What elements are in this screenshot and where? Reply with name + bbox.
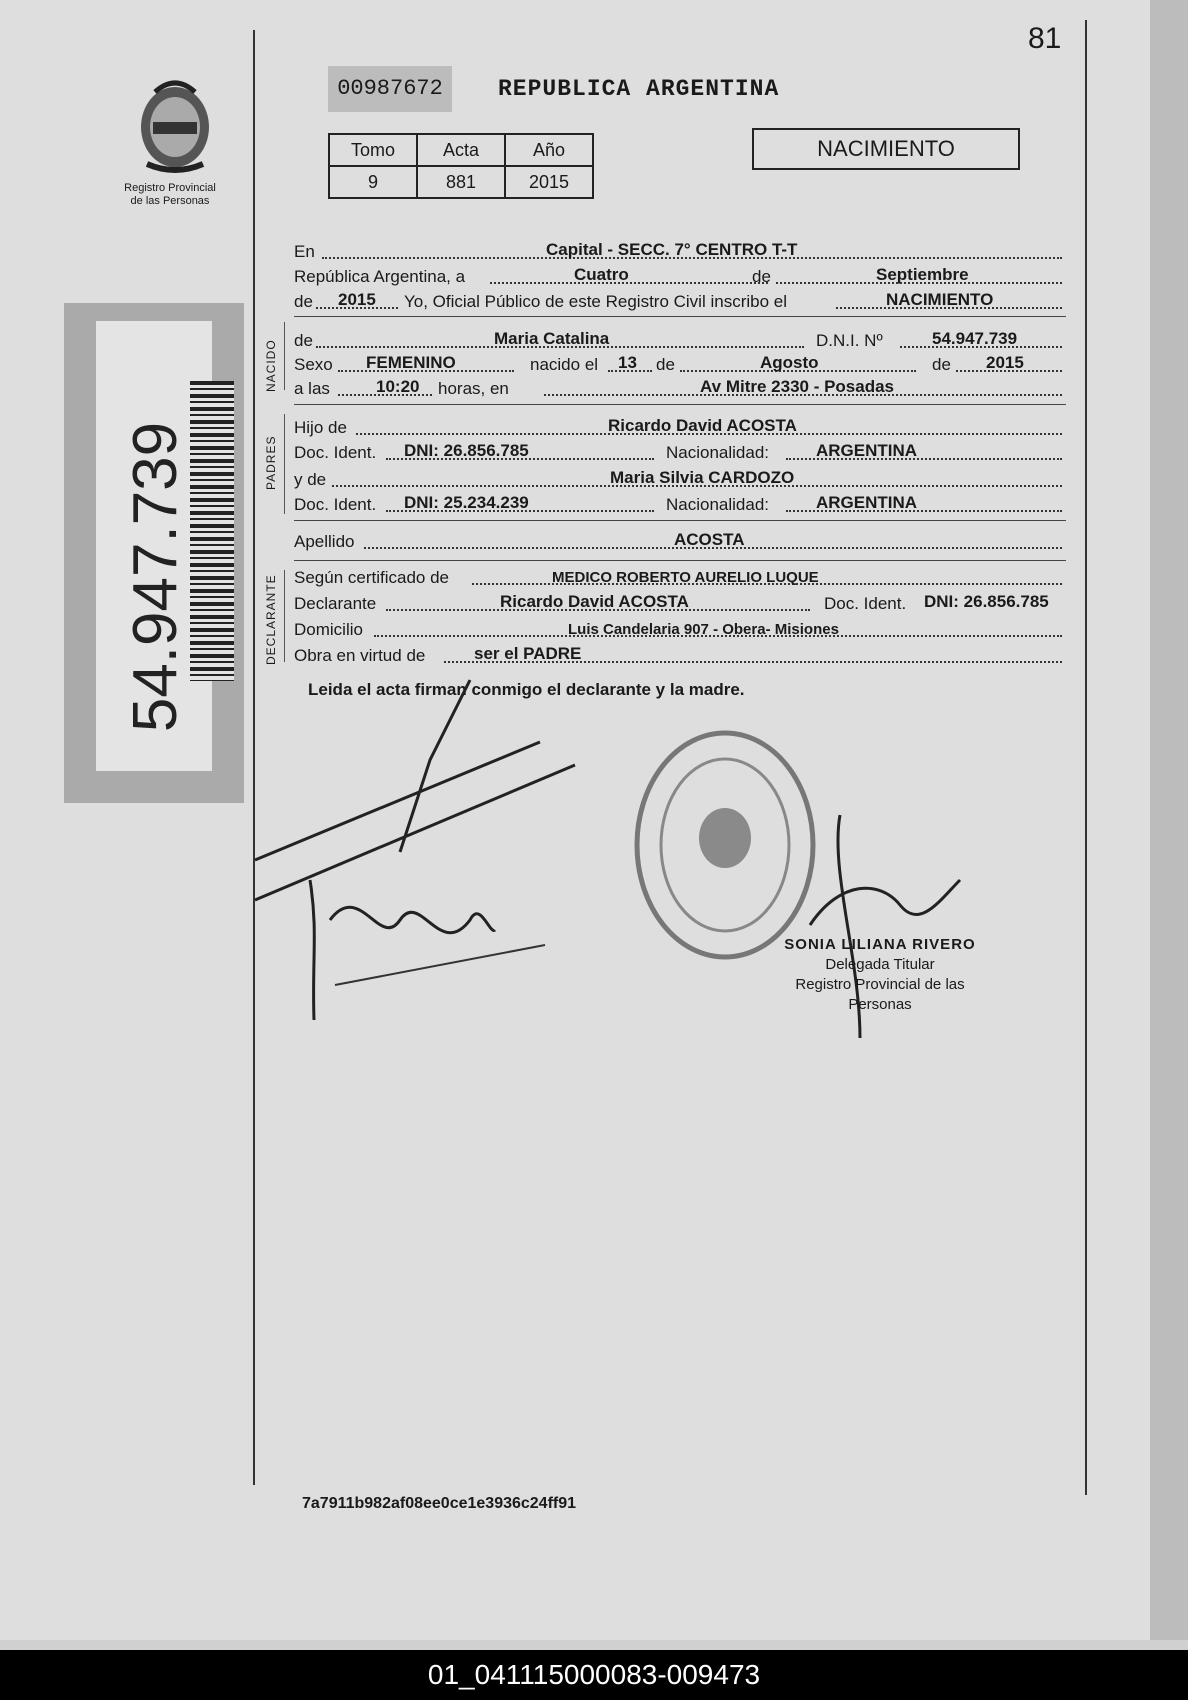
ledger-value: 881 <box>417 166 505 198</box>
label-domicilio: Domicilio <box>294 620 363 639</box>
value-sexo: FEMENINO <box>366 353 456 372</box>
label-sexo: Sexo <box>294 355 333 374</box>
scan-footer-id: 01_041115000083-009473 <box>0 1650 1188 1700</box>
value-year: 2015 <box>338 290 376 309</box>
value-father-name: Ricardo David ACOSTA <box>608 416 797 435</box>
document-title: REPUBLICA ARGENTINA <box>498 76 780 102</box>
label-hijo: Hijo de <box>294 418 347 437</box>
document-hash: 7a7911b982af08ee0ce1e3936c24ff91 <box>302 1495 577 1512</box>
value-birth-month: Agosto <box>760 353 819 372</box>
value-location: Capital - SECC. 7° CENTRO T-T <box>546 240 798 259</box>
label-official: Yo, Oficial Público de este Registro Civil inscribo el <box>404 292 787 311</box>
page-number: 81 <box>1028 22 1062 55</box>
label-nacionalidad: Nacionalidad: <box>666 443 770 462</box>
section-label-declarante: DECLARANTE <box>264 574 278 665</box>
record-type-box: NACIMIENTO <box>752 128 1020 170</box>
label-declarante: Declarante <box>294 594 377 613</box>
label-republica: República Argentina, a <box>294 267 466 286</box>
ledger-header: Año <box>505 134 593 166</box>
section-label-nacido: NACIDO <box>264 339 278 392</box>
value-child-dni: 54.947.739 <box>932 329 1018 348</box>
value-mother-nat: ARGENTINA <box>816 493 918 512</box>
label-nacionalidad: Nacionalidad: <box>666 495 770 514</box>
label-obra: Obra en virtud de <box>294 646 426 665</box>
serial-number: 00987672 <box>328 66 452 112</box>
value-mother-doc: DNI: 25.234.239 <box>404 493 529 512</box>
org-label-line2: de las Personas <box>130 195 210 207</box>
registrar-signature-block <box>775 935 985 1015</box>
barcode-number: 54.947.739 <box>121 421 190 733</box>
ledger-header: Acta <box>417 134 505 166</box>
value-month: Septiembre <box>876 265 969 284</box>
label-de: de <box>656 355 675 374</box>
value-child-name: Maria Catalina <box>494 329 610 348</box>
value-act: NACIMIENTO <box>886 290 994 309</box>
value-domicilio: Luis Candelaria 907 - Obera- Misiones <box>568 621 839 638</box>
label-certificado: Según certificado de <box>294 568 449 587</box>
value-place: Av Mitre 2330 - Posadas <box>700 377 895 396</box>
label-doc: Doc. Ident. <box>824 594 907 613</box>
label-alas: a las <box>294 379 330 398</box>
ledger-value: 2015 <box>505 166 593 198</box>
value-father-doc: DNI: 26.856.785 <box>404 441 529 460</box>
value-declarante-doc: DNI: 26.856.785 <box>924 592 1049 611</box>
label-apellido: Apellido <box>294 532 355 551</box>
label-yde: y de <box>294 470 327 489</box>
label-de: de <box>294 331 313 350</box>
label-doc: Doc. Ident. <box>294 495 377 514</box>
label-doc: Doc. Ident. <box>294 443 377 462</box>
value-obra: ser el PADRE <box>474 644 582 663</box>
value-birth-day: 13 <box>618 353 637 372</box>
registrar-title: Delegada Titular <box>825 956 935 973</box>
org-label-line1: Registro Provincial <box>124 182 216 194</box>
label-en: En <box>294 242 315 261</box>
value-father-nat: ARGENTINA <box>816 441 918 460</box>
closing-statement: Leida el acta firman conmigo el declarante y la madre. <box>308 680 745 699</box>
registrar-name: SONIA LILIANA RIVERO <box>784 936 976 953</box>
value-apellido: ACOSTA <box>674 530 745 549</box>
registrar-office: Registro Provincial de las Personas <box>795 976 965 1013</box>
value-time: 10:20 <box>376 377 420 396</box>
section-label-padres: PADRES <box>264 435 278 490</box>
label-horas: horas, en <box>438 379 509 398</box>
label-de: de <box>294 292 313 311</box>
value-declarante: Ricardo David ACOSTA <box>500 592 689 611</box>
label-dni: D.N.I. Nº <box>816 331 883 350</box>
value-mother-name: Maria Silvia CARDOZO <box>610 468 795 487</box>
ledger-header: Tomo <box>329 134 417 166</box>
ledger-value: 9 <box>329 166 417 198</box>
label-nacido: nacido el <box>530 355 599 374</box>
value-certificado: MEDICO ROBERTO AURELIO LUQUE <box>552 569 819 586</box>
label-de: de <box>752 267 771 286</box>
value-birth-year: 2015 <box>986 353 1024 372</box>
label-de: de <box>932 355 951 374</box>
value-day: Cuatro <box>574 265 629 284</box>
